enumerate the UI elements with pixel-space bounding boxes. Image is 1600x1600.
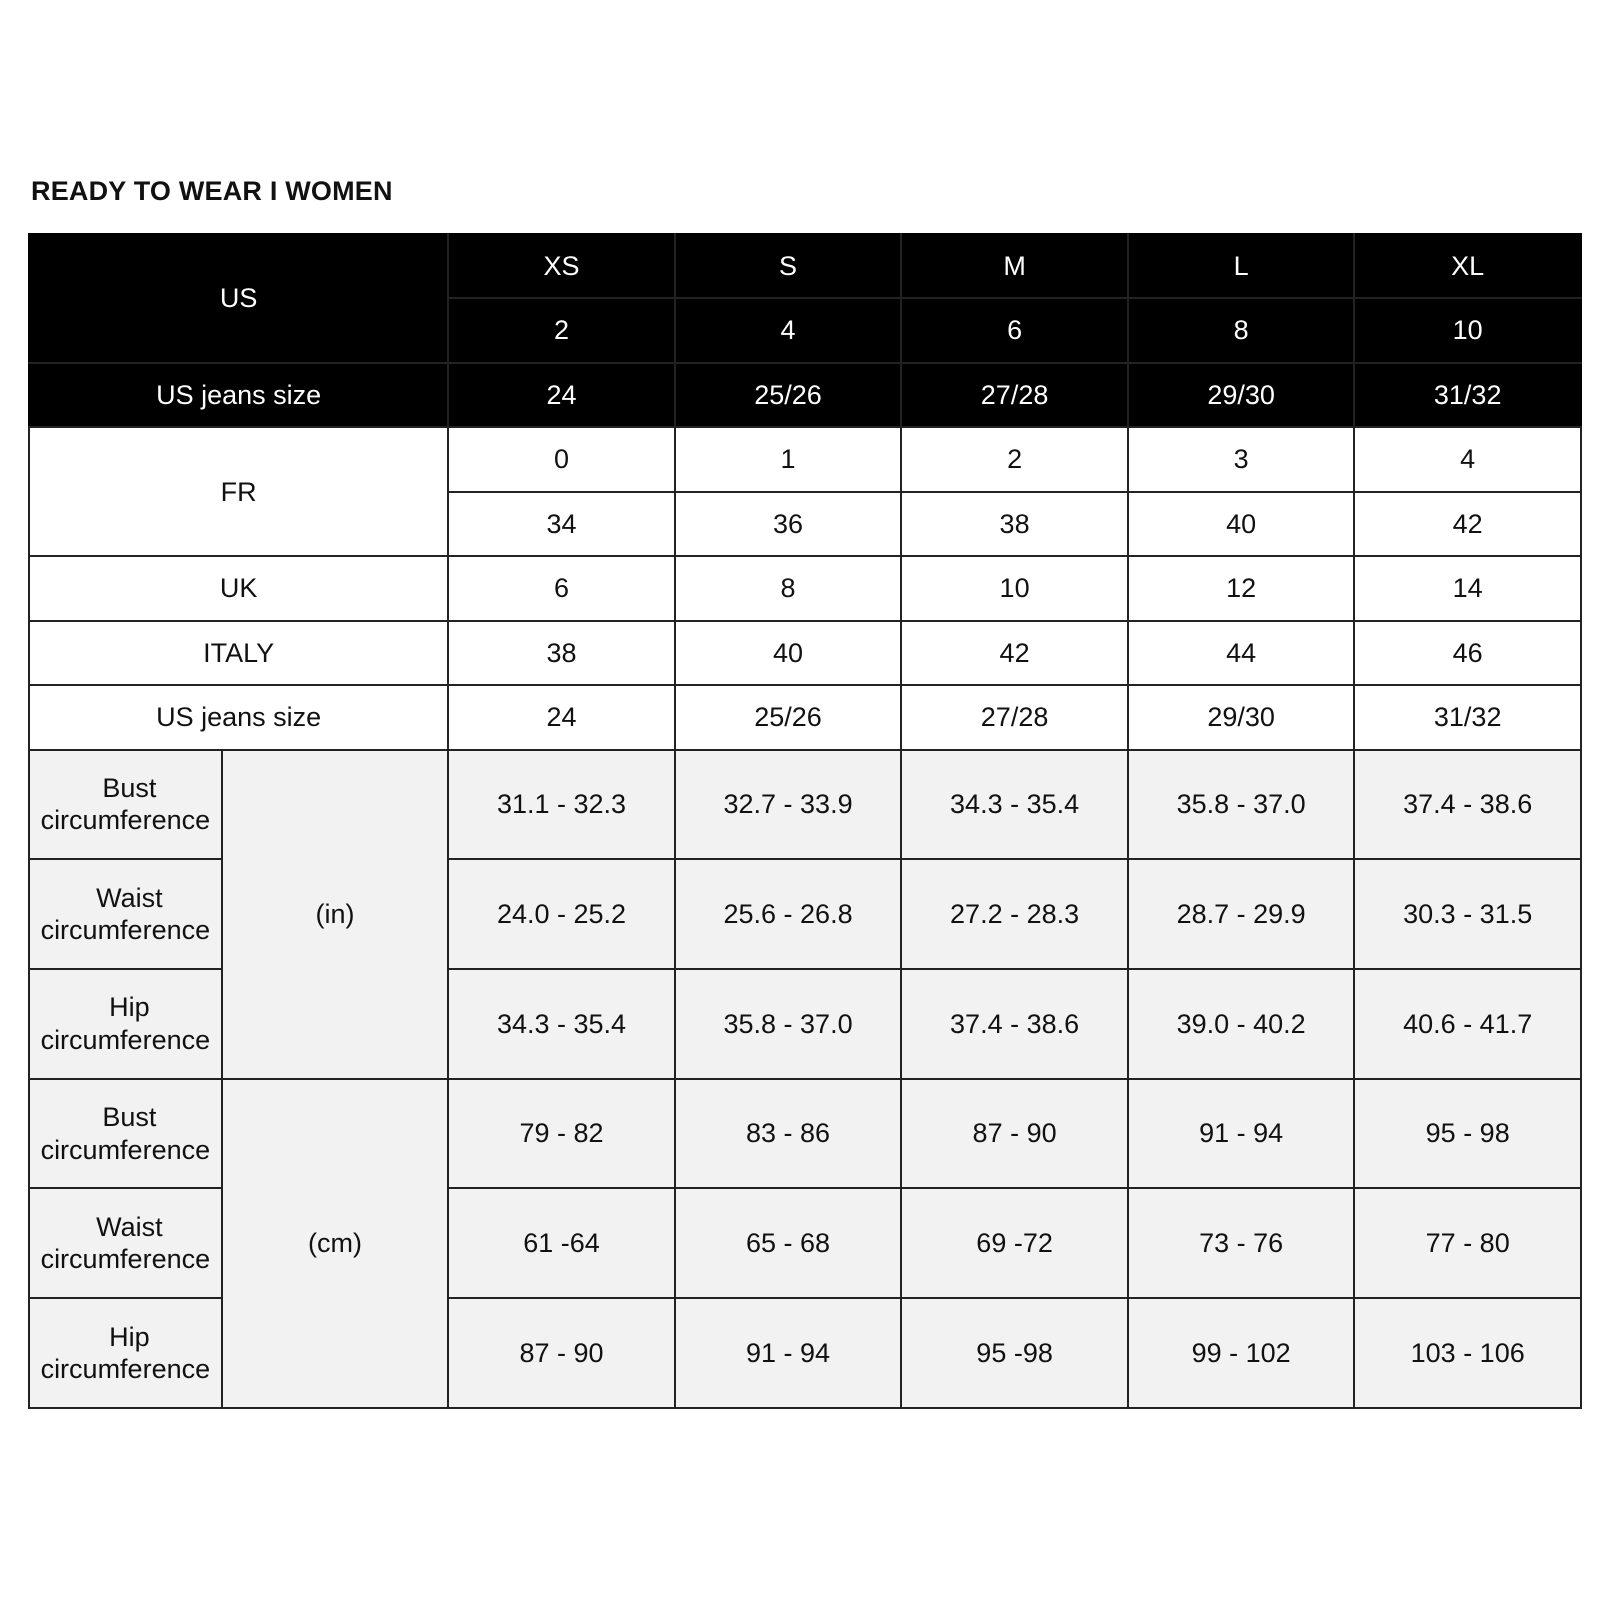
- measure-cell: 40.6 - 41.7: [1354, 969, 1581, 1079]
- uk-label: UK: [29, 556, 448, 620]
- uk-cell: 8: [675, 556, 902, 620]
- fr-cell: 38: [901, 492, 1128, 556]
- measure-cell: 27.2 - 28.3: [901, 859, 1128, 969]
- italy-cell: 38: [448, 621, 675, 685]
- measure-cell: 91 - 94: [675, 1298, 902, 1408]
- fr-cell: 3: [1128, 427, 1355, 491]
- measure-cell: 87 - 90: [448, 1298, 675, 1408]
- measure-cell: 37.4 - 38.6: [1354, 750, 1581, 860]
- measure-cell: 35.8 - 37.0: [675, 969, 902, 1079]
- measure-cell: 34.3 - 35.4: [448, 969, 675, 1079]
- header-row-jeans: [29, 363, 1581, 427]
- us-size-cell: 6: [901, 298, 1128, 362]
- us-jeans-label: US jeans size: [29, 363, 448, 427]
- uk-cell: 6: [448, 556, 675, 620]
- jeans-cell: 27/28: [901, 685, 1128, 749]
- us-jeans-cell: 31/32: [1354, 363, 1581, 427]
- fr-cell: 34: [448, 492, 675, 556]
- us-size-cell: 4: [675, 298, 902, 362]
- italy-label: ITALY: [29, 621, 448, 685]
- measure-cell: 87 - 90: [901, 1079, 1128, 1189]
- letter-size-cell: M: [901, 234, 1128, 298]
- jeans-cell: 29/30: [1128, 685, 1355, 749]
- jeans-cell: 24: [448, 685, 675, 749]
- letter-size-cell: XL: [1354, 234, 1581, 298]
- fr-cell: 1: [675, 427, 902, 491]
- measure-cell: 103 - 106: [1354, 1298, 1581, 1408]
- us-size-cell: 8: [1128, 298, 1355, 362]
- measure-cell: 32.7 - 33.9: [675, 750, 902, 860]
- measure-cell: 34.3 - 35.4: [901, 750, 1128, 860]
- measure-cell: 37.4 - 38.6: [901, 969, 1128, 1079]
- measure-cell: 95 - 98: [1354, 1079, 1581, 1189]
- measure-cell: 79 - 82: [448, 1079, 675, 1189]
- in-bust-row: [29, 750, 1581, 860]
- us-jeans-cell: 24: [448, 363, 675, 427]
- waist-label: Waist circumference: [29, 859, 222, 969]
- letter-size-cell: L: [1128, 234, 1355, 298]
- italy-cell: 44: [1128, 621, 1355, 685]
- italy-cell: 46: [1354, 621, 1581, 685]
- hip-label: Hip circumference: [29, 969, 222, 1079]
- bust-label: Bust circumference: [29, 750, 222, 860]
- measure-cell: 77 - 80: [1354, 1188, 1581, 1298]
- italy-cell: 40: [675, 621, 902, 685]
- us-label: US: [29, 234, 448, 363]
- size-chart-table: [28, 233, 1582, 1409]
- measure-cell: 35.8 - 37.0: [1128, 750, 1355, 860]
- fr-cell: 4: [1354, 427, 1581, 491]
- measure-cell: 31.1 - 32.3: [448, 750, 675, 860]
- page-title: READY TO WEAR I WOMEN: [31, 176, 393, 206]
- uk-row: [29, 556, 1581, 620]
- measure-cell: 99 - 102: [1128, 1298, 1355, 1408]
- unit-inches: (in): [222, 750, 449, 1079]
- measure-cell: 61 -64: [448, 1188, 675, 1298]
- measure-cell: 25.6 - 26.8: [675, 859, 902, 969]
- jeans-cell: 25/26: [675, 685, 902, 749]
- jeans-row: [29, 685, 1581, 749]
- measure-cell: 39.0 - 40.2: [1128, 969, 1355, 1079]
- fr-cell: 40: [1128, 492, 1355, 556]
- measure-cell: 69 -72: [901, 1188, 1128, 1298]
- us-jeans-cell: 25/26: [675, 363, 902, 427]
- jeans-cell: 31/32: [1354, 685, 1581, 749]
- letter-size-cell: XS: [448, 234, 675, 298]
- fr-label: FR: [29, 427, 448, 556]
- hip-label: Hip circumference: [29, 1298, 222, 1408]
- uk-cell: 14: [1354, 556, 1581, 620]
- measure-cell: 73 - 76: [1128, 1188, 1355, 1298]
- measure-cell: 24.0 - 25.2: [448, 859, 675, 969]
- us-jeans-cell: 27/28: [901, 363, 1128, 427]
- fr-cell: 42: [1354, 492, 1581, 556]
- measure-cell: 65 - 68: [675, 1188, 902, 1298]
- cm-bust-row: [29, 1079, 1581, 1189]
- letter-size-cell: S: [675, 234, 902, 298]
- fr-cell: 2: [901, 427, 1128, 491]
- measure-cell: 28.7 - 29.9: [1128, 859, 1355, 969]
- measure-cell: 95 -98: [901, 1298, 1128, 1408]
- header-row-letters: [29, 234, 1581, 298]
- measure-cell: 91 - 94: [1128, 1079, 1355, 1189]
- unit-cm: (cm): [222, 1079, 449, 1408]
- waist-label: Waist circumference: [29, 1188, 222, 1298]
- measure-cell: 83 - 86: [675, 1079, 902, 1189]
- fr-cell: 36: [675, 492, 902, 556]
- uk-cell: 10: [901, 556, 1128, 620]
- bust-label: Bust circumference: [29, 1079, 222, 1189]
- us-size-cell: 2: [448, 298, 675, 362]
- italy-cell: 42: [901, 621, 1128, 685]
- us-size-cell: 10: [1354, 298, 1581, 362]
- uk-cell: 12: [1128, 556, 1355, 620]
- us-jeans-cell: 29/30: [1128, 363, 1355, 427]
- fr-cell: 0: [448, 427, 675, 491]
- fr-row-a: [29, 427, 1581, 491]
- italy-row: [29, 621, 1581, 685]
- measure-cell: 30.3 - 31.5: [1354, 859, 1581, 969]
- jeans-label: US jeans size: [29, 685, 448, 749]
